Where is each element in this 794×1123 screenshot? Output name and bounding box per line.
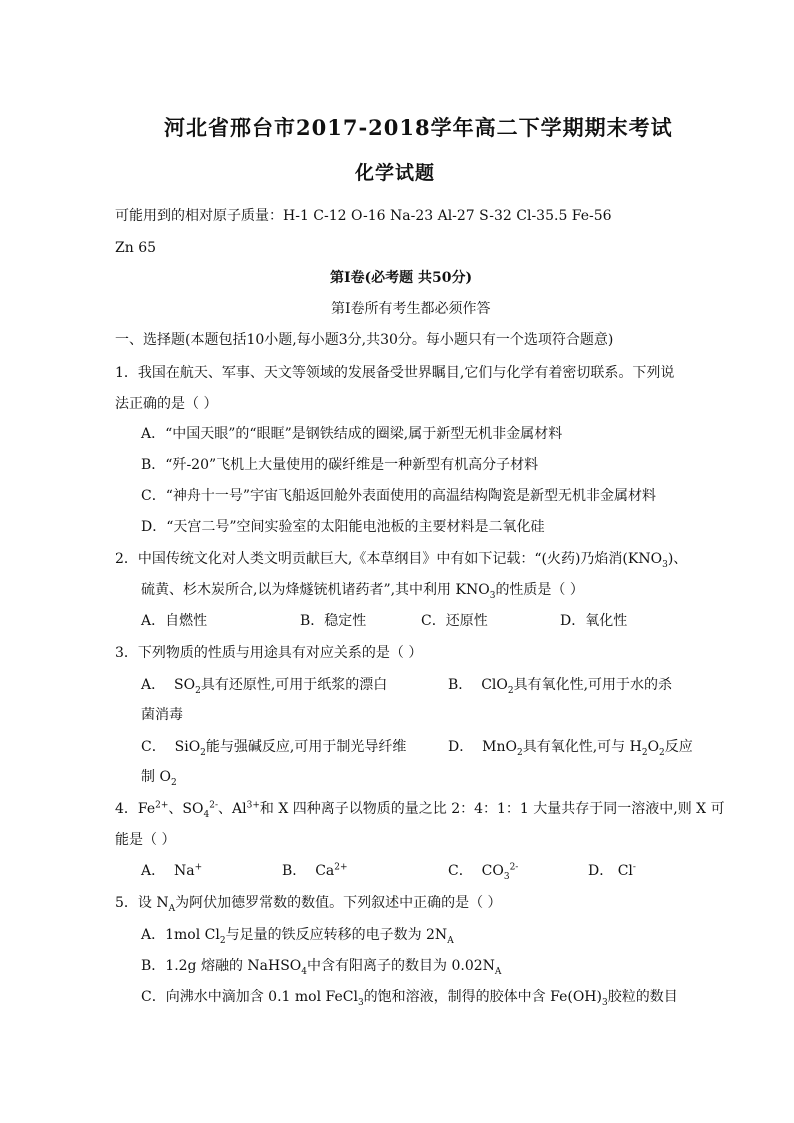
subscript: 3	[489, 590, 496, 601]
q2-option-d: D．氧化性	[560, 613, 628, 629]
q1-option-d: D．“天宫二号”空间实验室的太阳能电池板的主要材料是二氧化硅	[141, 519, 545, 535]
superscript: 2+	[155, 800, 169, 811]
q5-option-c	[141, 987, 678, 1007]
q3-option-d-continued	[141, 767, 177, 787]
q4-b-ion: Ca	[315, 863, 335, 879]
q4-option-d	[588, 861, 636, 881]
superscript: -	[632, 862, 636, 873]
q3-c-text: 能与强碱反应,可用于制光导纤维	[205, 739, 407, 755]
q5-stem	[115, 893, 502, 913]
q3-b-label: B．	[448, 677, 473, 693]
q4-a-label: A．	[141, 863, 166, 879]
subscript: A	[494, 966, 502, 977]
subscript: 2	[195, 685, 201, 696]
subscript: 3	[357, 997, 364, 1008]
q3-b-formula: ClO	[481, 677, 508, 693]
section-note: 第Ⅰ卷所有考生都必须作答	[331, 301, 491, 317]
q2-stem-text-d: 的性质是（ ）	[495, 582, 584, 598]
q4-c-ion: CO	[481, 863, 504, 879]
q3-d-cont-text: 制 O	[141, 769, 171, 785]
subscript: 3	[503, 871, 510, 882]
subscript: 2	[641, 747, 648, 758]
q3-c-formula: SiO	[174, 739, 201, 755]
q2-option-b: B．稳定性	[300, 613, 367, 629]
q2-stem-line-2	[141, 580, 584, 600]
q1-stem-line-2: 法正确的是（ ）	[115, 396, 218, 412]
q1-option-c: C．“神舟十一号”宇宙飞船返回舱外表面使用的高温结构陶瓷是新型无机非金属材料	[141, 488, 657, 504]
q5-a-text-2: 与足量的铁反应转移的电子数为 2N	[225, 927, 448, 943]
subscript: 3	[662, 559, 668, 570]
q5-option-a	[141, 925, 454, 945]
subscript: 4	[203, 809, 210, 820]
q5-text: 为阿伏加德罗常数的数值。下列叙述中正确的是（ ）	[175, 895, 502, 911]
subscript: 4	[301, 966, 308, 977]
q2-option-c: C．还原性	[421, 613, 488, 629]
q1-stem-line-1: 1．我国在航天、军事、天文等领域的发展备受世界瞩目,它们与化学有着密切联系。下列说	[115, 365, 675, 381]
q2-option-a: A．自燃性	[141, 613, 208, 629]
q4-d-label: D．	[588, 863, 614, 879]
section-header: 第Ⅰ卷(必考题 共50分)	[330, 270, 473, 286]
q3-option-b	[448, 675, 672, 695]
q3-a-text: 具有还原性,可用于纸浆的漂白	[200, 677, 388, 693]
superscript: +	[194, 862, 203, 873]
q3-a-label: A．	[141, 677, 166, 693]
q2-stem-text-b: )、	[667, 551, 688, 567]
atomic-masses-line-1: 可能用到的相对原子质量：H-1 C-12 O-16 Na-23 Al-27 S-32 Cl-35.5 Fe-56	[115, 208, 612, 224]
q4-text: 、SO	[168, 801, 204, 817]
atomic-masses-line-2: Zn 65	[115, 240, 157, 256]
q4-option-b	[282, 861, 348, 881]
q5-option-b	[141, 956, 501, 976]
q4-option-a	[141, 861, 202, 881]
subscript: 2	[659, 747, 665, 758]
q1-option-a: A．“中国天眼”的“眼眶”是钢铁结成的圈梁,属于新型无机非金属材料	[141, 426, 563, 442]
q4-option-c	[448, 861, 518, 881]
subscript: A	[447, 935, 454, 946]
document-subtitle: 化学试题	[355, 162, 436, 184]
q3-b-text: 具有氧化性,可用于水的杀	[513, 677, 673, 693]
q1-option-b: B．“歼-20”飞机上大量使用的碳纤维是一种新型有机高分子材料	[141, 457, 539, 473]
q4-c-label: C．	[448, 863, 473, 879]
q4-text: 、Al	[218, 801, 247, 817]
q3-c-label: C．	[141, 739, 166, 755]
q4-b-label: B．	[282, 863, 307, 879]
q2-stem-text-a: 2．中国传统文化对人类文明贡献巨大,《本草纲目》中有如下记载：“(火药)乃焰消(KNO	[115, 551, 663, 567]
q4-text: 和 X 四种离子以物质的量之比 2：4：1：1 大量共存于同一溶液中,则 X 可	[259, 801, 725, 817]
superscript: 2-	[509, 862, 519, 873]
superscript: 2-	[209, 800, 219, 811]
q3-d-text: 具有氧化性,可与 H	[522, 739, 642, 755]
q3-d-formula: MnO	[482, 739, 517, 755]
superscript: 2+	[334, 862, 348, 873]
q4-text: 4．Fe	[115, 801, 156, 817]
q5-b-text: B．1.2g 熔融的 NaHSO	[141, 958, 302, 974]
q5-c-text: C．向沸水中滴加含 0.1 mol FeCl	[141, 989, 358, 1005]
q2-stem-line-1	[115, 549, 687, 569]
q3-stem: 3．下列物质的性质与用途具有对应关系的是（ ）	[115, 645, 423, 661]
q3-d-text-2: O	[647, 739, 660, 755]
q5-c-text-3: 胶粒的数目	[607, 989, 678, 1005]
subscript: 2	[200, 747, 206, 758]
q5-a-text: A．1mol Cl	[141, 927, 220, 943]
q3-d-label: D．	[448, 739, 474, 755]
q3-option-a	[141, 675, 387, 695]
q3-option-d	[448, 737, 693, 757]
q4-a-ion: Na	[174, 863, 195, 879]
q4-stem-line-1	[115, 799, 725, 819]
q3-d-text-3: 反应	[664, 739, 693, 755]
document-title: 河北省邢台市2017-2018学年高二下学期期末考试	[164, 115, 673, 140]
subscript: A	[168, 903, 176, 914]
q5-text: 5．设 N	[115, 895, 169, 911]
subscript: 2	[507, 685, 514, 696]
q4-d-ion: Cl	[617, 863, 633, 879]
q5-b-text-2: 中含有阳离子的数目为 0.02N	[307, 958, 495, 974]
part-one-heading: 一、选择题(本题包括10小题,每小题3分,共30分。每小题只有一个选项符合题意)	[115, 332, 614, 348]
subscript: 2	[219, 935, 226, 946]
q3-option-b-continued: 菌消毒	[141, 707, 183, 723]
q5-c-text-2: 的饱和溶液，制得的胶体中含 Fe(OH)	[363, 989, 602, 1005]
q3-a-formula: SO	[174, 677, 196, 693]
q4-stem-line-2: 能是（ ）	[115, 832, 176, 848]
subscript: 2	[170, 777, 177, 788]
subscript: 3	[601, 997, 608, 1008]
subscript: 2	[516, 747, 523, 758]
q3-option-c	[141, 737, 406, 757]
q2-stem-text-c: 硫黄、杉木炭所合,以为烽燧铳机诸药者”,其中利用 KNO	[141, 582, 490, 598]
superscript: 3+	[246, 800, 260, 811]
